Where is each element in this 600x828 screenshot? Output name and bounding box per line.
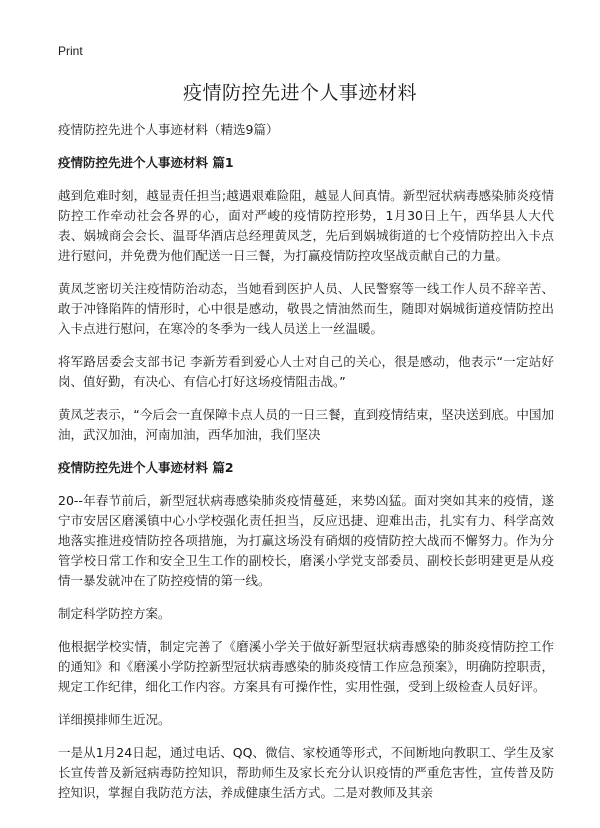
paragraph: 黄凤芝密切关注疫情防治动态，当她看到医护人员、人民警察等一线工作人员不辞辛苦、敢于冲锋陷阵的情形时，心中很是感动，敬畏之情油然而生，随即对娲城街道疫情防控出入卡点进行慰问，在寒冷的冬季为一线人员送上一丝温暖。 [58, 281, 554, 336]
paragraph: 20--年春节前后，新型冠状病毒感染肺炎疫情蔓延，来势凶猛。面对突如其来的疫情，遂宁市安居区磨溪镇中心小学校强化责任担当，反应迅捷、迎难出击，扎实有力、科学高效地落实推进疫情防控各项措施，为打赢这场没有硝烟的疫情防控大战而不懈努力。作为分管学校日常工作和安全卫生工作的副校长，磨溪小学党支部委员、副校长彭明建更是从疫情一暴发就冲在了防控疫情的第一线。 [58, 493, 554, 588]
paragraph: 黄凤芝表示，“今后会一直保障卡点人员的一日三餐，直到疫情结束，坚决送到底。中国加油，武汉加油，河南加油，西华加油，我们坚决 [58, 407, 554, 442]
document-subtitle: 疫情防控先进个人事迹材料（精选9篇） [58, 122, 279, 137]
paragraph: 将军路居委会支部书记 李新芳看到爱心人士对自己的关心，很是感动，他表示“一定站好岗、值好勤，有决心、有信心打好这场疫情阻击战。” [58, 354, 554, 389]
document-title: 疫情防控先进个人事迹材料 [182, 82, 417, 104]
paragraph: 详细摸排师生近况。 [58, 712, 171, 727]
document-body [58, 120, 554, 816]
paragraph: 一是从1月24日起，通过电话、QQ、微信、家校通等形式，不间断地向教职工、学生及家长宣传普及新冠病毒防控知识，帮助师生及家长充分认识疫情的严重危害性，宣传普及防控知识，掌握自我防范方法，养成健康生活方式。二是对教师及其亲 [58, 745, 554, 800]
section-heading-2: 疫情防控先进个人事迹材料 篇2 [58, 460, 234, 475]
section-heading-1: 疫情防控先进个人事迹材料 篇1 [58, 155, 234, 170]
paragraph: 越到危难时刻，越显责任担当;越遇艰难险阻，越显人间真情。新型冠状病毒感染肺炎疫情防控工作牵动社会各界的心，面对严峻的疫情防控形势，1月30日上午，西华县人大代表、娲城商会会长、温哥华酒店总经理黄凤芝，先后到娲城街道的七个疫情防控出入卡点进行慰问，并免费为他们配送一日三餐，为打赢疫情防控攻坚战贡献自己的力量。 [58, 188, 554, 263]
paragraph: 他根据学校实情，制定完善了《磨溪小学关于做好新型冠状病毒感染的肺炎疫情防控工作的通知》和《磨溪小学防控新型冠状病毒感染的肺炎疫情工作应急预案》，明确防控职责，规定工作纪律，细化工作内容。方案具有可操作性，实用性强，受到上级检查人员好评。 [58, 639, 554, 694]
paragraph: 制定科学防控方案。 [58, 606, 171, 621]
print-link[interactable]: Print [58, 44, 83, 58]
